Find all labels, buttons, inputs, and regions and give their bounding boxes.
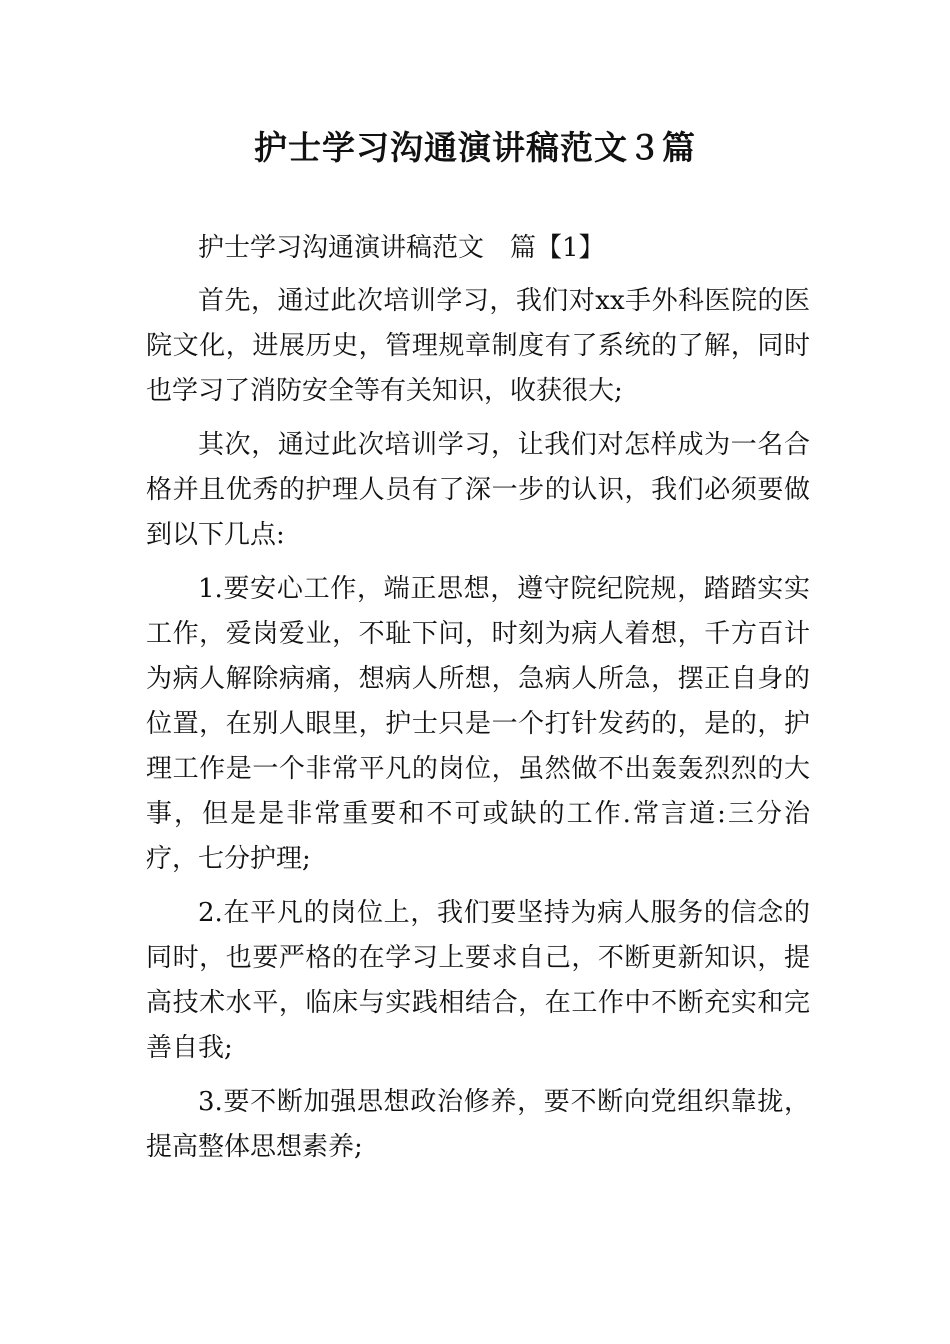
paragraph-4: 2.在平凡的岗位上，我们要坚持为病人服务的信念的同时，也要严格的在学习上要求自己，不断更新知识，提高技术水平，临床与实践相结合，在工作中不断充实和完善自我; bbox=[146, 898, 810, 1063]
paragraph-5: 3.要不断加强思想政治修养，要不断向党组织靠拢，提高整体思想素养; bbox=[146, 1087, 810, 1162]
paragraph-1: 首先，通过此次培训学习，我们对xx手外科医院的医院文化，进展历史，管理规章制度有了系统的了解，同时也学习了消防安全等有关知识，收获很大; bbox=[146, 286, 810, 406]
paragraph-3: 1.要安心工作，端正思想，遵守院纪院规，踏踏实实工作，爱岗爱业，不耻下问，时刻为病人着想，千方百计为病人解除病痛，想病人所想，急病人所急，摆正自身的位置，在别人眼里，护士只是一个打针发药的，是的，护理工作是一个非常平凡的岗位，虽然做不出轰轰烈烈的大事，但是是非常重要和不可或缺的工作.常言道:三分治疗，七分护理; bbox=[146, 574, 810, 874]
paragraph-2: 其次，通过此次培训学习，让我们对怎样成为一名合格并且优秀的护理人员有了深一步的认识，我们必须要做到以下几点: bbox=[146, 430, 810, 550]
document-body bbox=[146, 226, 810, 1179]
document-title: 护士学习沟通演讲稿范文３篇 bbox=[254, 128, 696, 167]
section-heading: 护士学习沟通演讲稿范文 篇【1】 bbox=[198, 233, 605, 263]
